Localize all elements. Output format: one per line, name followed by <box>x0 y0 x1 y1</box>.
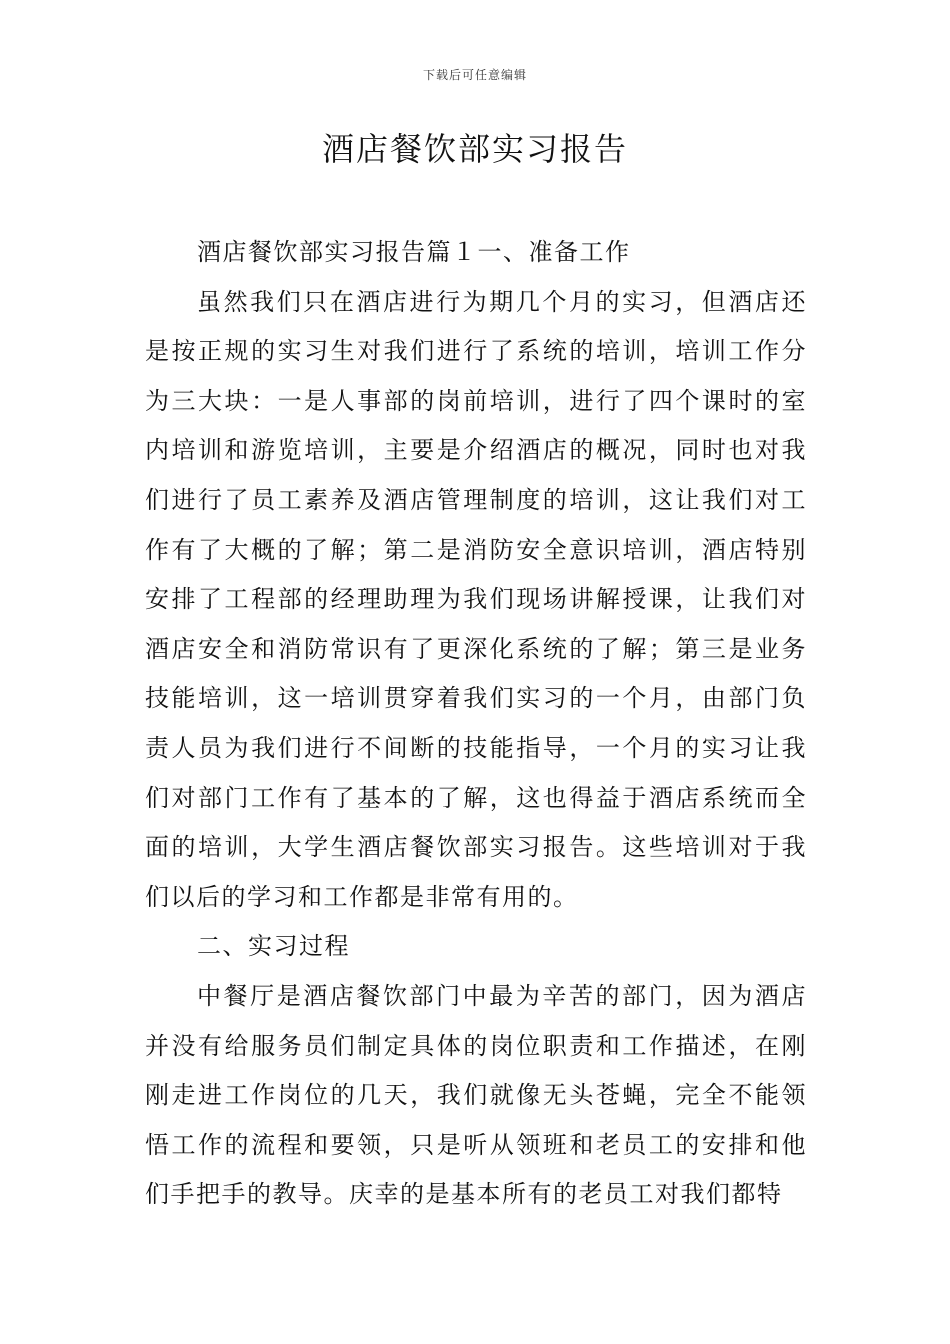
document-title: 酒店餐饮部实习报告 <box>321 130 628 168</box>
paragraph-training: 虽然我们只在酒店进行为期几个月的实习，但酒店还是按正规的实习生对我们进行了系统的培训，培训工作分为三大块：一是人事部的岗前培训，进行了四个课时的室内培训和游览培训，主要是介绍酒店的概况，同时也对我们进行了员工素养及酒店管理制度的培训，这让我们对工作有了大概的了解；第二是消防安全意识培训，酒店特别安排了工程部的经理助理为我们现场讲解授课，让我们对酒店安全和消防常识有了更深化系统的了解；第三是业务技能培训，这一培训贯穿着我们实习的一个月，由部门负责人员为我们进行不间断的技能指导，一个月的实习让我们对部门工作有了基本的了解，这也得益于酒店系统而全面的培训，大学生酒店餐饮部实习报告。这些培训对于我们以后的学习和工作都是非常有用的。 <box>145 287 807 911</box>
paragraph-section-2-heading: 二、实习过程 <box>197 932 350 961</box>
paragraph-section-1-heading: 酒店餐饮部实习报告篇１一、准备工作 <box>197 238 631 266</box>
header-note: 下载后可任意编辑 <box>422 68 527 82</box>
document-body <box>145 228 807 1220</box>
paragraph-process: 中餐厅是酒店餐饮部门中最为辛苦的部门，因为酒店并没有给服务员们制定具体的岗位职责和工作描述，在刚刚走进工作岗位的几天，我们就像无头苍蝇，完全不能领悟工作的流程和要领，只是听从领班和老员工的安排和他们手把手的教导。庆幸的是基本所有的老员工对我们都特 <box>145 981 807 1209</box>
